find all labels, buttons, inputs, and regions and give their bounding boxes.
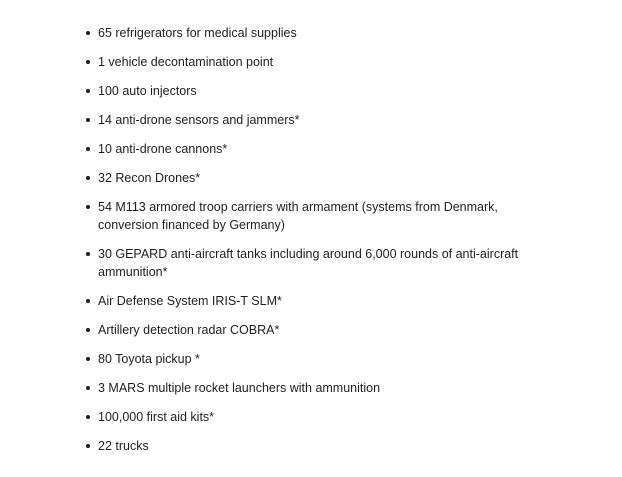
- list-item-text: 14 anti-drone sensors and jammers*: [98, 113, 300, 127]
- list-item: [86, 82, 556, 100]
- list-item: [86, 408, 556, 426]
- bullet-icon: [86, 357, 90, 361]
- list-item-text: 10 anti-drone cannons*: [98, 142, 228, 156]
- list-item: [86, 292, 556, 310]
- bullet-icon: [86, 444, 90, 448]
- list-item-text: 65 refrigerators for medical supplies: [98, 26, 297, 40]
- bullet-list: [86, 24, 556, 466]
- list-item-text: 80 Toyota pickup *: [98, 352, 200, 366]
- list-item: [86, 169, 556, 187]
- list-item: [86, 350, 556, 368]
- bullet-icon: [86, 176, 90, 180]
- bullet-icon: [86, 89, 90, 93]
- list-item-text: Air Defense System IRIS-T SLM*: [98, 294, 282, 308]
- bullet-icon: [86, 31, 90, 35]
- list-item: [86, 379, 556, 397]
- list-item-text: 32 Recon Drones*: [98, 171, 201, 185]
- list-item: [86, 24, 556, 42]
- list-item-text: 100,000 first aid kits*: [98, 410, 215, 424]
- list-item: [86, 321, 556, 339]
- list-item: [86, 53, 556, 71]
- list-item-text: 100 auto injectors: [98, 84, 197, 98]
- list-item-text: 54 M113 armored troop carriers with armament (systems from Denmark, conversion financed by Germany): [98, 200, 498, 232]
- list-item: [86, 111, 556, 129]
- list-item: [86, 140, 556, 158]
- bullet-icon: [86, 60, 90, 64]
- bullet-icon: [86, 299, 90, 303]
- bullet-icon: [86, 118, 90, 122]
- bullet-icon: [86, 252, 90, 256]
- list-item-text: Artillery detection radar COBRA*: [98, 323, 280, 337]
- list-item-text: 30 GEPARD anti-aircraft tanks including around 6,000 rounds of anti-aircraft ammunition*: [98, 247, 519, 279]
- list-item-text: 22 trucks: [98, 439, 149, 453]
- list-item-text: 1 vehicle decontamination point: [98, 55, 274, 69]
- bullet-icon: [86, 205, 90, 209]
- bullet-icon: [86, 328, 90, 332]
- list-item: [86, 437, 556, 455]
- bullet-icon: [86, 415, 90, 419]
- list-item: [86, 198, 556, 234]
- list-item-text: 3 MARS multiple rocket launchers with ammunition: [98, 381, 381, 395]
- bullet-icon: [86, 147, 90, 151]
- list-item: [86, 245, 556, 281]
- bullet-icon: [86, 386, 90, 390]
